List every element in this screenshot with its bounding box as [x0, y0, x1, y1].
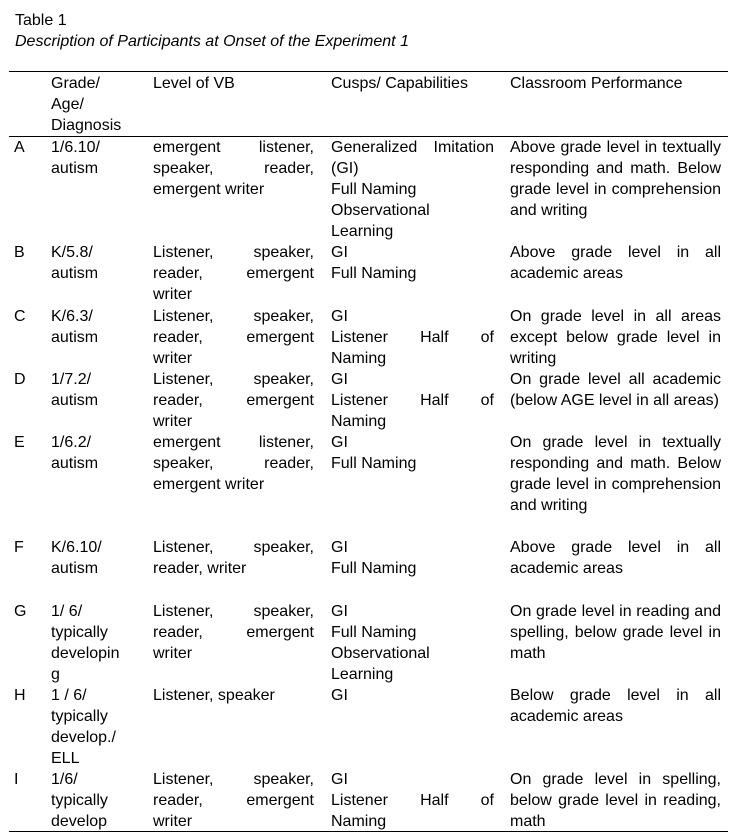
header-level-of-vb: Level of VB: [153, 75, 235, 92]
grade-line: 1/ 6/: [51, 603, 83, 620]
grade-line: ELL: [51, 750, 80, 767]
grade-line: g: [51, 666, 60, 683]
cell-grade-age-diagnosis: [51, 601, 143, 685]
cell-level-of-vb: emergent listener, speaker, reader, emergent writer: [153, 139, 314, 198]
row-id: A: [14, 139, 25, 156]
grade-line: K/5.8/: [51, 244, 93, 261]
cell-cusps-capabilities: [331, 432, 494, 474]
grade-line: develop: [51, 813, 108, 830]
cell-classroom-performance: On grade level in reading and spelling, below grade level in math: [510, 603, 721, 662]
grade-line: autism: [51, 455, 99, 472]
grade-line: K/6.10/: [51, 539, 102, 556]
grade-line: autism: [51, 160, 99, 177]
row-id: E: [14, 434, 25, 451]
grade-line: K/6.3/: [51, 308, 93, 325]
cell-cusps-capabilities: [331, 369, 494, 432]
cell-classroom-performance: Above grade level in all academic areas: [510, 244, 721, 282]
grade-line: typically: [51, 708, 108, 725]
header-grade-line: Diagnosis: [51, 117, 122, 134]
top-rule: [9, 71, 728, 72]
grade-line: develop./: [51, 729, 116, 746]
cell-grade-age-diagnosis: [51, 369, 143, 411]
row-id: D: [14, 371, 26, 388]
grade-line: autism: [51, 329, 99, 346]
cusp-item: GI: [331, 244, 348, 261]
cell-grade-age-diagnosis: [51, 242, 143, 284]
grade-line: typically: [51, 624, 108, 641]
grade-line: 1/6.10/: [51, 139, 100, 156]
row-id: C: [14, 308, 26, 325]
grade-line: autism: [51, 560, 99, 577]
cusp-item: Observational Learning: [331, 645, 430, 683]
cell-classroom-performance: On grade level in all areas except below grade level in writing: [510, 308, 721, 367]
cell-classroom-performance: Above grade level in textually responding and math. Below grade level in comprehension and writing: [510, 139, 721, 219]
cell-level-of-vb: Listener, speaker, reader, emergent writer: [153, 371, 314, 430]
cell-cusps-capabilities: [331, 769, 494, 832]
row-id: H: [14, 687, 26, 704]
grade-line: autism: [51, 265, 99, 282]
cusp-item: Listener Half of Naming: [331, 392, 494, 430]
cell-cusps-capabilities: [331, 537, 494, 579]
row-id: B: [14, 244, 25, 261]
cusp-item: GI: [331, 371, 348, 388]
cell-level-of-vb: Listener, speaker, reader, emergent writer: [153, 771, 314, 830]
cell-level-of-vb: Listener, speaker: [153, 687, 275, 704]
cusp-item: Full Naming: [331, 181, 417, 198]
table-label: Table 1: [15, 12, 67, 29]
cell-classroom-performance: Above grade level in all academic areas: [510, 539, 721, 577]
cell-grade-age-diagnosis: [51, 685, 143, 769]
grade-line: 1 / 6/: [51, 687, 87, 704]
row-id: G: [14, 603, 27, 620]
cusp-item: Generalized Imitation (GI): [331, 139, 494, 177]
cell-grade-age-diagnosis: [51, 432, 143, 474]
cusp-item: GI: [331, 308, 348, 325]
header-cusps: Cusps/ Capabilities: [331, 75, 468, 92]
cell-classroom-performance: On grade level in spelling, below grade level in reading, math: [510, 771, 721, 830]
cusp-item: Full Naming: [331, 624, 417, 641]
grade-line: 1/7.2/: [51, 371, 92, 388]
cell-grade-age-diagnosis: [51, 137, 143, 179]
grade-line: developin: [51, 645, 120, 662]
cell-cusps-capabilities: [331, 242, 494, 284]
cell-grade-age-diagnosis: [51, 306, 143, 348]
cell-cusps-capabilities: [331, 601, 494, 685]
cusp-item: Listener Half of Naming: [331, 792, 494, 830]
cell-level-of-vb: emergent listener, speaker, reader, emergent writer: [153, 434, 314, 493]
grade-line: 1/6/: [51, 771, 78, 788]
grade-line: 1/6.2/: [51, 434, 92, 451]
cell-cusps-capabilities: [331, 137, 494, 242]
cell-cusps-capabilities: [331, 685, 494, 706]
cusp-item: GI: [331, 434, 348, 451]
row-id: F: [14, 539, 24, 556]
cell-classroom-performance: On grade level in textually responding and math. Below grade level in comprehension and writing: [510, 434, 721, 514]
cell-level-of-vb: Listener, speaker, reader, writer: [153, 539, 314, 577]
cusp-item: GI: [331, 771, 348, 788]
cell-grade-age-diagnosis: [51, 769, 143, 832]
header-classroom-performance: Classroom Performance: [510, 75, 683, 92]
table-caption: Description of Participants at Onset of the Experiment 1: [15, 33, 409, 50]
header-grade-line: Age/: [51, 96, 84, 113]
cusp-item: Listener Half of Naming: [331, 329, 494, 367]
cusp-item: Full Naming: [331, 455, 417, 472]
cusp-item: Full Naming: [331, 265, 417, 282]
cell-grade-age-diagnosis: [51, 537, 143, 579]
header-grade-line: Grade/: [51, 75, 100, 92]
cell-classroom-performance: On grade level all academic (below AGE level in all areas): [510, 371, 721, 409]
cusp-item: Full Naming: [331, 560, 417, 577]
cell-level-of-vb: Listener, speaker, reader, emergent writer: [153, 308, 314, 367]
row-id: I: [14, 771, 19, 788]
cell-cusps-capabilities: [331, 306, 494, 369]
cusp-item: GI: [331, 603, 348, 620]
cell-level-of-vb: Listener, speaker, reader, emergent writer: [153, 244, 314, 303]
cusp-item: Observational Learning: [331, 202, 430, 240]
cusp-item: GI: [331, 539, 348, 556]
cusp-item: GI: [331, 687, 348, 704]
cell-classroom-performance: Below grade level in all academic areas: [510, 687, 721, 725]
grade-line: typically: [51, 792, 108, 809]
cell-level-of-vb: Listener, speaker, reader, emergent writer: [153, 603, 314, 662]
grade-line: autism: [51, 392, 99, 409]
header-grade: [51, 73, 143, 136]
